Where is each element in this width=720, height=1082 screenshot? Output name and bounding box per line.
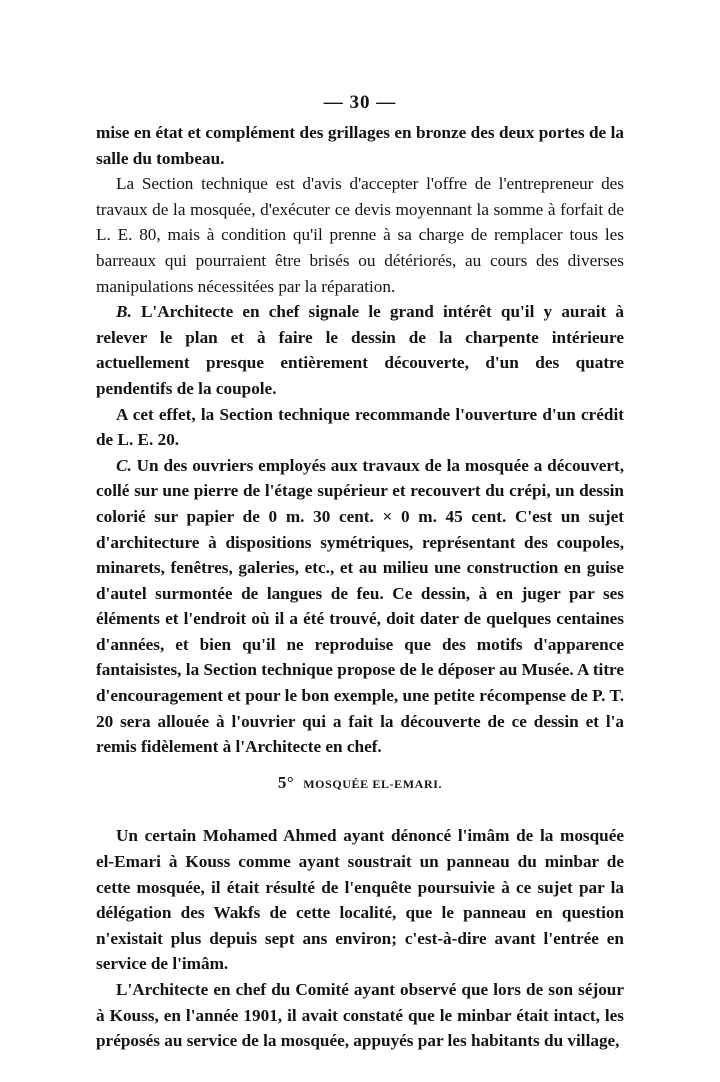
- paragraph-continuation: mise en état et complément des grillages en bronze des deux portes de la salle du tombeau.: [96, 123, 624, 168]
- paragraph-architecte-kouss: L'Architecte en chef du Comité ayant observé que lors de son séjour à Kouss, en l'année 1901, il avait constaté que le minbar était intact, les préposés au service de la mosquée, appuyés par les habitants du village,: [96, 980, 624, 1051]
- paragraph-c-dessin: [96, 453, 624, 760]
- paragraph-b-charpente: [96, 299, 624, 401]
- paragraph-credit: A cet effet, la Section technique recommande l'ouverture d'un crédit de L. E. 20.: [96, 404, 624, 450]
- page-number: — 30 —: [323, 92, 397, 113]
- body-text: [96, 120, 624, 1054]
- paragraph-c-text: Un des ouvriers employés aux travaux de la mosquée a découvert, collé sur une pierre de l'étage supérieur et recouvert du crépi, un dessin colorié sur papier de 0 m. 30 cent. × 0 m. 45 cent. C'est un sujet d'architecture à dispositions symétriques, représentant des coupoles, minarets, fenêtres, galeries, etc., et au milieu une construction en guise d'autel surmontée de langues de feu. Ce dessin, à en juger par ses éléments et l'endroit où il a été trouvé, doit dater de quelques centaines d'années, et bien qu'il ne reproduise que des motifs d'apparence fantaisistes, la Section technique propose de le déposer au Musée. A titre d'encouragement et pour le bon exemple, une petite récompense de P. T. 20 sera allouée à l'ouvrier qui a fait la découverte de ce dessin et l'a remis fidèlement à l'Architecte en chef.: [96, 455, 624, 757]
- paragraph-mohamed-ahmed: Un certain Mohamed Ahmed ayant dénoncé l'imâm de la mosquée el-Emari à Kouss comme ayant soustrait un panneau du minbar de cette mosquée, il était résulté de l'enquête poursuivie à ce sujet par la délégation des Wakfs de cette localité, que le panneau en question n'existait plus depuis sept ans environ; c'est-à-dire avant l'entrée en service de l'imâm.: [96, 826, 624, 974]
- section-heading: [96, 770, 624, 798]
- item-label-b: B.: [116, 302, 132, 322]
- paragraph-b-text: L'Architecte en chef signale le grand intérêt qu'il y aurait à relever le plan et à faire le dessin de la charpente intérieure actuellement presque entièrement découverte, d'un des quatre pendentifs de la coupole.: [96, 302, 624, 398]
- item-label-c: C.: [116, 455, 132, 475]
- section-title: MOSQUÉE EL-EMARI.: [303, 776, 443, 791]
- section-number: 5°: [277, 772, 295, 792]
- paragraph-section-technique-devis: La Section technique est d'avis d'accepter l'offre de l'entrepreneur des travaux de la mosquée, d'exécuter ce devis moyennant la somme à forfait de L. E. 80, mais à condition qu'il prenne à sa charge de remplacer tous les barreaux qui pourraient être brisés ou détériorés, au cours des diverses manipulations nécessitées par la réparation.: [96, 174, 624, 296]
